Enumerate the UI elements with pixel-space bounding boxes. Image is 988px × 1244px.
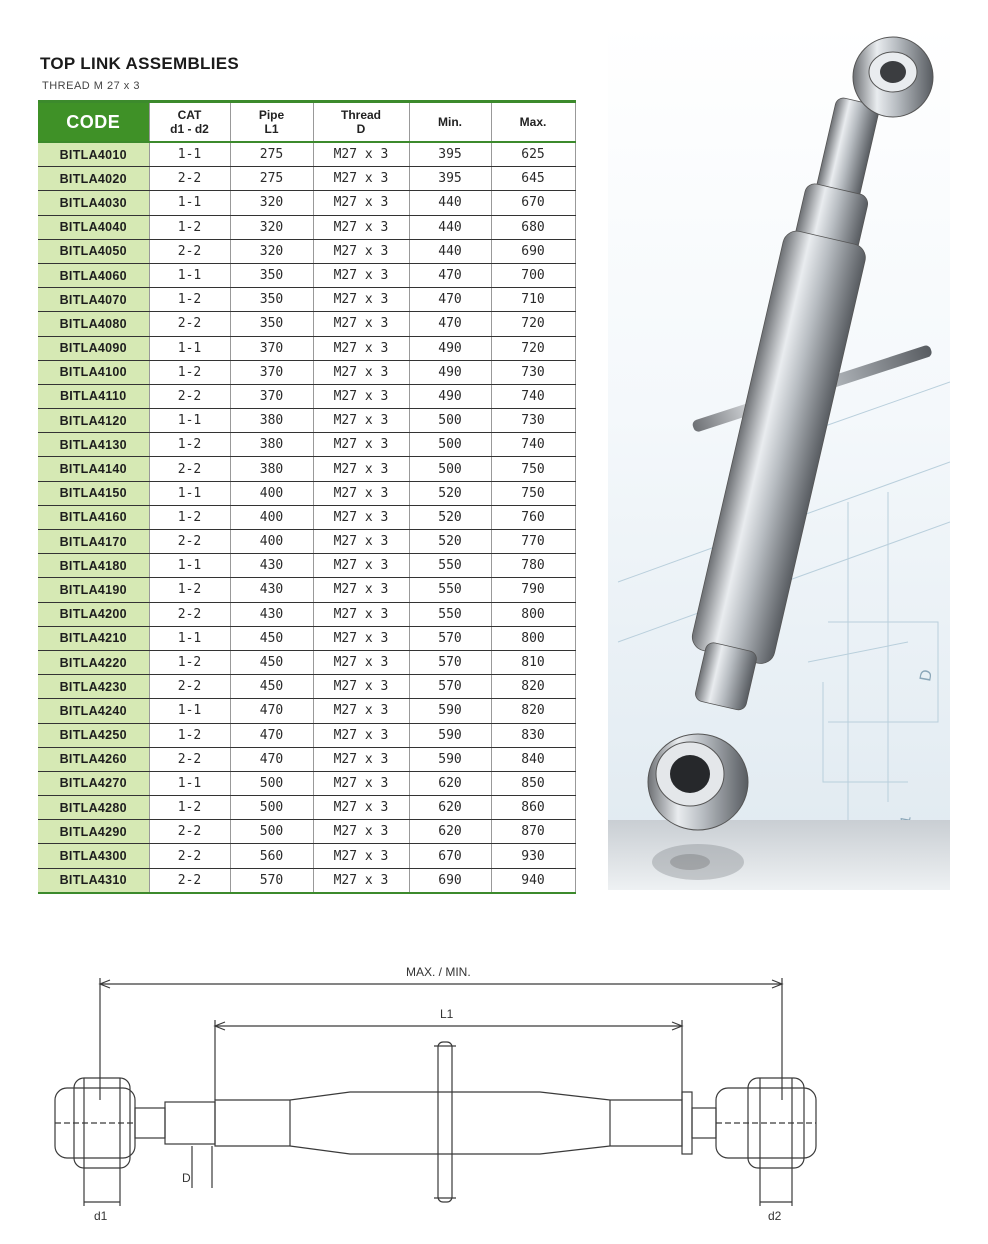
pipe-cell: 320: [230, 239, 313, 263]
code-cell: BITLA4270: [38, 771, 149, 795]
table-row: [38, 820, 575, 844]
pipe-cell: 370: [230, 384, 313, 408]
d-label: D: [182, 1171, 191, 1185]
table-row: [38, 530, 575, 554]
min-cell: 620: [409, 820, 491, 844]
max-cell: 940: [491, 868, 575, 893]
table-row: [38, 288, 575, 312]
header-pipe-line1: Pipe: [258, 108, 285, 122]
thread-cell: M27 x 3: [313, 602, 409, 626]
pipe-cell: 500: [230, 771, 313, 795]
table-row: [38, 675, 575, 699]
cat-cell: 1-2: [149, 723, 230, 747]
min-cell: 520: [409, 481, 491, 505]
code-cell: BITLA4200: [38, 602, 149, 626]
table-row: [38, 771, 575, 795]
top-link-photo: [608, 22, 950, 890]
pipe-cell: 500: [230, 796, 313, 820]
thread-subtitle: THREAD M 27 x 3: [42, 80, 140, 92]
left-neck: [135, 1108, 165, 1138]
table-row: [38, 312, 575, 336]
max-cell: 800: [491, 626, 575, 650]
cat-cell: 1-1: [149, 142, 230, 167]
min-cell: 570: [409, 675, 491, 699]
code-cell: BITLA4180: [38, 554, 149, 578]
cat-cell: 1-1: [149, 481, 230, 505]
table-row: [38, 433, 575, 457]
code-cell: BITLA4120: [38, 409, 149, 433]
table-row: [38, 723, 575, 747]
min-cell: 550: [409, 602, 491, 626]
code-cell: BITLA4080: [38, 312, 149, 336]
left-eye-outline: [55, 1078, 135, 1168]
code-cell: BITLA4310: [38, 868, 149, 893]
thread-cell: M27 x 3: [313, 384, 409, 408]
code-cell: BITLA4280: [38, 796, 149, 820]
pipe-cell: 400: [230, 530, 313, 554]
code-cell: BITLA4230: [38, 675, 149, 699]
min-cell: 440: [409, 215, 491, 239]
cat-cell: 2-2: [149, 167, 230, 191]
min-cell: 500: [409, 457, 491, 481]
pipe-cell: 450: [230, 675, 313, 699]
code-cell: BITLA4240: [38, 699, 149, 723]
code-cell: BITLA4040: [38, 215, 149, 239]
thread-cell: M27 x 3: [313, 142, 409, 167]
thread-cell: M27 x 3: [313, 167, 409, 191]
right-neck: [692, 1108, 716, 1138]
thread-cell: M27 x 3: [313, 771, 409, 795]
min-cell: 470: [409, 312, 491, 336]
pipe-cell: 350: [230, 312, 313, 336]
pipe-cell: 430: [230, 602, 313, 626]
table-row: [38, 796, 575, 820]
cat-cell: 1-2: [149, 796, 230, 820]
thread-cell: M27 x 3: [313, 457, 409, 481]
table-row: [38, 360, 575, 384]
min-cell: 590: [409, 723, 491, 747]
min-cell: 520: [409, 530, 491, 554]
pipe-cell: 320: [230, 215, 313, 239]
top-link-spec-table: [38, 100, 576, 894]
table-header-row: [38, 102, 575, 143]
min-cell: 490: [409, 384, 491, 408]
max-cell: 680: [491, 215, 575, 239]
max-cell: 870: [491, 820, 575, 844]
header-min: Min.: [409, 102, 491, 143]
table-row: [38, 505, 575, 529]
code-cell: BITLA4140: [38, 457, 149, 481]
max-cell: 790: [491, 578, 575, 602]
max-cell: 700: [491, 263, 575, 287]
max-cell: 800: [491, 602, 575, 626]
thread-cell: M27 x 3: [313, 578, 409, 602]
pipe-cell: 275: [230, 142, 313, 167]
pipe-cell: 350: [230, 288, 313, 312]
thread-cell: M27 x 3: [313, 844, 409, 868]
pipe-cell: 275: [230, 167, 313, 191]
pipe-cell: 370: [230, 360, 313, 384]
table-body: [38, 142, 575, 893]
cat-cell: 1-2: [149, 360, 230, 384]
max-cell: 710: [491, 288, 575, 312]
thread-cell: M27 x 3: [313, 409, 409, 433]
thread-cell: M27 x 3: [313, 675, 409, 699]
header-thread-line1: Thread: [340, 108, 381, 122]
thread-cell: M27 x 3: [313, 433, 409, 457]
pipe-cell: 430: [230, 578, 313, 602]
code-cell: BITLA4090: [38, 336, 149, 360]
cat-cell: 1-1: [149, 554, 230, 578]
table-row: [38, 481, 575, 505]
thread-cell: M27 x 3: [313, 215, 409, 239]
table-row: [38, 409, 575, 433]
d2-label: d2: [768, 1209, 782, 1223]
code-cell: BITLA4130: [38, 433, 149, 457]
cat-cell: 2-2: [149, 602, 230, 626]
table-row: [38, 167, 575, 191]
header-cat-line2: d1 - d2: [170, 122, 209, 136]
thread-cell: M27 x 3: [313, 505, 409, 529]
max-cell: 720: [491, 336, 575, 360]
header-cat: [149, 102, 230, 143]
pipe-cell: 450: [230, 650, 313, 674]
table-row: [38, 602, 575, 626]
code-cell: BITLA4110: [38, 384, 149, 408]
max-cell: 690: [491, 239, 575, 263]
table-row: [38, 239, 575, 263]
pipe-cell: 320: [230, 191, 313, 215]
pipe-cell: 470: [230, 747, 313, 771]
code-cell: BITLA4050: [38, 239, 149, 263]
header-thread-line2: D: [356, 122, 366, 136]
min-cell: 590: [409, 747, 491, 771]
thread-cell: M27 x 3: [313, 699, 409, 723]
table-row: [38, 263, 575, 287]
cat-cell: 1-1: [149, 699, 230, 723]
cat-cell: 1-1: [149, 191, 230, 215]
d1-label: d1: [94, 1209, 108, 1223]
max-cell: 820: [491, 699, 575, 723]
tommy-bar-outline: [438, 1042, 452, 1202]
code-cell: BITLA4030: [38, 191, 149, 215]
max-cell: 740: [491, 433, 575, 457]
code-cell: BITLA4150: [38, 481, 149, 505]
table-row: [38, 215, 575, 239]
max-cell: 730: [491, 409, 575, 433]
table-row: [38, 142, 575, 167]
pipe-cell: 370: [230, 336, 313, 360]
max-cell: 670: [491, 191, 575, 215]
thread-cell: M27 x 3: [313, 820, 409, 844]
min-cell: 490: [409, 336, 491, 360]
header-thread: [313, 102, 409, 143]
table-row: [38, 626, 575, 650]
cat-cell: 1-2: [149, 288, 230, 312]
cat-cell: 2-2: [149, 820, 230, 844]
min-cell: 470: [409, 288, 491, 312]
main-tube-outline: [215, 1092, 682, 1154]
photo-d-label: D: [917, 668, 936, 683]
code-cell: BITLA4300: [38, 844, 149, 868]
min-cell: 690: [409, 868, 491, 893]
min-cell: 550: [409, 554, 491, 578]
header-pipe-line2: L1: [264, 122, 279, 136]
cat-cell: 1-1: [149, 771, 230, 795]
thread-cell: M27 x 3: [313, 796, 409, 820]
pipe-cell: 380: [230, 409, 313, 433]
pipe-cell: 380: [230, 433, 313, 457]
code-cell: BITLA4060: [38, 263, 149, 287]
cat-cell: 2-2: [149, 530, 230, 554]
min-cell: 590: [409, 699, 491, 723]
thread-cell: M27 x 3: [313, 191, 409, 215]
table-row: [38, 554, 575, 578]
cat-cell: 2-2: [149, 457, 230, 481]
thread-cell: M27 x 3: [313, 554, 409, 578]
max-cell: 730: [491, 360, 575, 384]
cat-cell: 2-2: [149, 384, 230, 408]
code-cell: BITLA4290: [38, 820, 149, 844]
code-cell: BITLA4260: [38, 747, 149, 771]
table-row: [38, 747, 575, 771]
max-cell: 780: [491, 554, 575, 578]
thread-cell: M27 x 3: [313, 263, 409, 287]
min-cell: 620: [409, 771, 491, 795]
code-cell: BITLA4250: [38, 723, 149, 747]
thread-cell: M27 x 3: [313, 530, 409, 554]
code-cell: BITLA4220: [38, 650, 149, 674]
min-cell: 490: [409, 360, 491, 384]
table-row: [38, 457, 575, 481]
pipe-cell: 470: [230, 723, 313, 747]
thread-cell: M27 x 3: [313, 336, 409, 360]
pipe-cell: 400: [230, 505, 313, 529]
min-cell: 500: [409, 409, 491, 433]
header-pipe: [230, 102, 313, 143]
code-cell: BITLA4010: [38, 142, 149, 167]
cat-cell: 1-2: [149, 578, 230, 602]
cat-cell: 2-2: [149, 312, 230, 336]
header-max: Max.: [491, 102, 575, 143]
min-cell: 470: [409, 263, 491, 287]
table-row: [38, 844, 575, 868]
code-cell: BITLA4190: [38, 578, 149, 602]
thread-cell: M27 x 3: [313, 723, 409, 747]
pipe-cell: 500: [230, 820, 313, 844]
thread-cell: M27 x 3: [313, 288, 409, 312]
thread-cell: M27 x 3: [313, 626, 409, 650]
bottom-ball-joint: [648, 734, 748, 830]
top-ball-joint: [853, 37, 933, 117]
cat-cell: 1-1: [149, 263, 230, 287]
max-cell: 645: [491, 167, 575, 191]
cat-cell: 2-2: [149, 844, 230, 868]
cat-cell: 1-2: [149, 433, 230, 457]
page-title: TOP LINK ASSEMBLIES: [40, 54, 240, 73]
max-cell: 830: [491, 723, 575, 747]
min-cell: 500: [409, 433, 491, 457]
table-row: [38, 336, 575, 360]
min-cell: 570: [409, 650, 491, 674]
max-cell: 930: [491, 844, 575, 868]
max-cell: 860: [491, 796, 575, 820]
code-cell: BITLA4020: [38, 167, 149, 191]
pipe-cell: 470: [230, 699, 313, 723]
lock-nut: [682, 1092, 692, 1154]
pipe-cell: 560: [230, 844, 313, 868]
thread-cell: M27 x 3: [313, 360, 409, 384]
table-row: [38, 578, 575, 602]
max-cell: 770: [491, 530, 575, 554]
pipe-cell: 430: [230, 554, 313, 578]
cat-cell: 2-2: [149, 675, 230, 699]
cat-cell: 2-2: [149, 747, 230, 771]
thread-cell: M27 x 3: [313, 650, 409, 674]
thread-cell: M27 x 3: [313, 481, 409, 505]
thread-cell: M27 x 3: [313, 868, 409, 893]
cat-cell: 1-2: [149, 650, 230, 674]
max-cell: 625: [491, 142, 575, 167]
max-cell: 720: [491, 312, 575, 336]
max-cell: 810: [491, 650, 575, 674]
min-cell: 670: [409, 844, 491, 868]
thread-cell: M27 x 3: [313, 747, 409, 771]
cat-cell: 1-1: [149, 626, 230, 650]
code-cell: BITLA4160: [38, 505, 149, 529]
table-row: [38, 868, 575, 893]
max-cell: 740: [491, 384, 575, 408]
cat-cell: 2-2: [149, 868, 230, 893]
table-row: [38, 650, 575, 674]
max-cell: 750: [491, 481, 575, 505]
min-cell: 520: [409, 505, 491, 529]
min-cell: 440: [409, 191, 491, 215]
left-thread-section: [165, 1102, 215, 1144]
max-cell: 750: [491, 457, 575, 481]
thread-cell: M27 x 3: [313, 312, 409, 336]
min-cell: 395: [409, 167, 491, 191]
code-cell: BITLA4170: [38, 530, 149, 554]
max-cell: 850: [491, 771, 575, 795]
table-row: [38, 699, 575, 723]
max-cell: 840: [491, 747, 575, 771]
cat-cell: 1-2: [149, 215, 230, 239]
cat-cell: 1-2: [149, 505, 230, 529]
table-row: [38, 384, 575, 408]
floor-reflection: [652, 844, 744, 880]
pipe-cell: 350: [230, 263, 313, 287]
max-cell: 820: [491, 675, 575, 699]
pipe-cell: 570: [230, 868, 313, 893]
cat-cell: 1-1: [149, 409, 230, 433]
header-code: CODE: [38, 102, 149, 143]
right-eye-outline: [716, 1078, 816, 1168]
max-min-label: MAX. / MIN.: [406, 965, 471, 979]
table-row: [38, 191, 575, 215]
thread-cell: M27 x 3: [313, 239, 409, 263]
technical-drawing: [40, 950, 870, 1230]
min-cell: 440: [409, 239, 491, 263]
min-cell: 550: [409, 578, 491, 602]
cat-cell: 1-1: [149, 336, 230, 360]
min-cell: 570: [409, 626, 491, 650]
pipe-cell: 400: [230, 481, 313, 505]
min-cell: 395: [409, 142, 491, 167]
pipe-cell: 450: [230, 626, 313, 650]
code-cell: BITLA4100: [38, 360, 149, 384]
code-cell: BITLA4070: [38, 288, 149, 312]
header-cat-line1: CAT: [177, 108, 202, 122]
cat-cell: 2-2: [149, 239, 230, 263]
l1-label: L1: [440, 1007, 454, 1021]
pipe-cell: 380: [230, 457, 313, 481]
min-cell: 620: [409, 796, 491, 820]
max-cell: 760: [491, 505, 575, 529]
code-cell: BITLA4210: [38, 626, 149, 650]
